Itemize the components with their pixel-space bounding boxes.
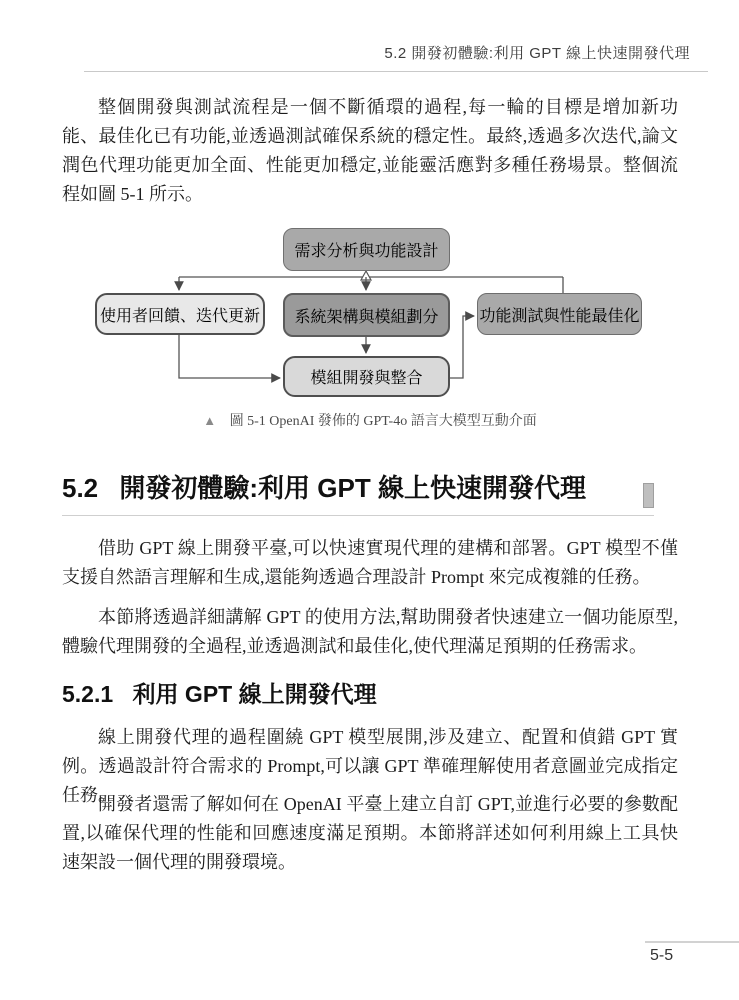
subsection-number: 5.2.1	[62, 681, 114, 707]
paragraph-intro: 整個開發與測試流程是一個不斷循環的過程,每一輪的目標是增加新功能、最佳化已有功能,並透過測試確保系統的穩定性。最終,透過多次迭代,論文潤色代理功能更加全面、性能更加穩定,並能靈活應對多種任務場景。整個流程如圖 5-1 所示。	[62, 97, 678, 204]
paragraph-gpt-platform: 借助 GPT 線上開發平臺,可以快速實現代理的建構和部署。GPT 模型不僅支援自然語言理解和生成,還能夠透過合理設計 Prompt 來完成複雜的任務。	[62, 538, 678, 587]
section-number: 5.2	[62, 473, 99, 503]
paragraph-openai-config: 開發者還需了解如何在 OpenAI 平臺上建立自訂 GPT,並進行必要的參數配置,以確保代理的性能和回應速度滿足預期。本節將詳述如何利用線上工具快速架設一個代理的開發環境。	[62, 794, 678, 872]
flowchart-node-feedback	[95, 293, 265, 335]
paragraph-section-goal: 本節將透過詳細講解 GPT 的使用方法,幫助開發者快速建立一個功能原型,體驗代理開發的全過程,並透過測試和最佳化,使代理滿足預期的任務需求。	[62, 607, 678, 656]
flowchart-node-label: 系統架構與模組劃分	[294, 308, 439, 326]
flowchart-node-testing	[477, 293, 642, 335]
paragraph-online-dev: 線上開發代理的過程圍繞 GPT 模型展開,涉及建立、配置和偵錯 GPT 實例。透過設計符合需求的 Prompt,可以讓 GPT 準確理解使用者意圖並完成指定任務。	[62, 727, 678, 805]
running-header	[84, 42, 708, 72]
footer-rule	[645, 941, 739, 943]
running-header-title: 5.2 開發初體驗:利用 GPT 線上快速開發代理	[384, 45, 690, 62]
flowchart-node-label: 功能測試與性能最佳化	[479, 307, 640, 325]
figure-caption	[62, 410, 678, 430]
flowchart-node-label: 模組開發與整合	[310, 370, 423, 387]
subsection-title: 利用 GPT 線上開發代理	[132, 681, 377, 707]
section-heading-5-2	[62, 471, 654, 516]
caption-triangle-icon: ▲	[203, 413, 217, 428]
flowchart-node-requirements	[283, 228, 450, 271]
figure-5-1-flowchart	[62, 228, 678, 405]
subsection-heading-5-2-1	[62, 676, 377, 709]
section-heading-bar	[643, 483, 654, 508]
flowchart-node-architecture	[283, 293, 450, 337]
flowchart-node-integration	[283, 356, 450, 397]
flowchart-node-label: 需求分析與功能設計	[294, 243, 439, 260]
section-title: 開發初體驗:利用 GPT 線上快速開發代理	[119, 473, 586, 503]
flowchart-node-label: 使用者回饋、迭代更新	[99, 307, 260, 325]
page-number: 5-5	[650, 947, 674, 964]
figure-caption-text: 圖 5-1 OpenAI 發佈的 GPT-4o 語言大模型互動介面	[229, 414, 537, 429]
